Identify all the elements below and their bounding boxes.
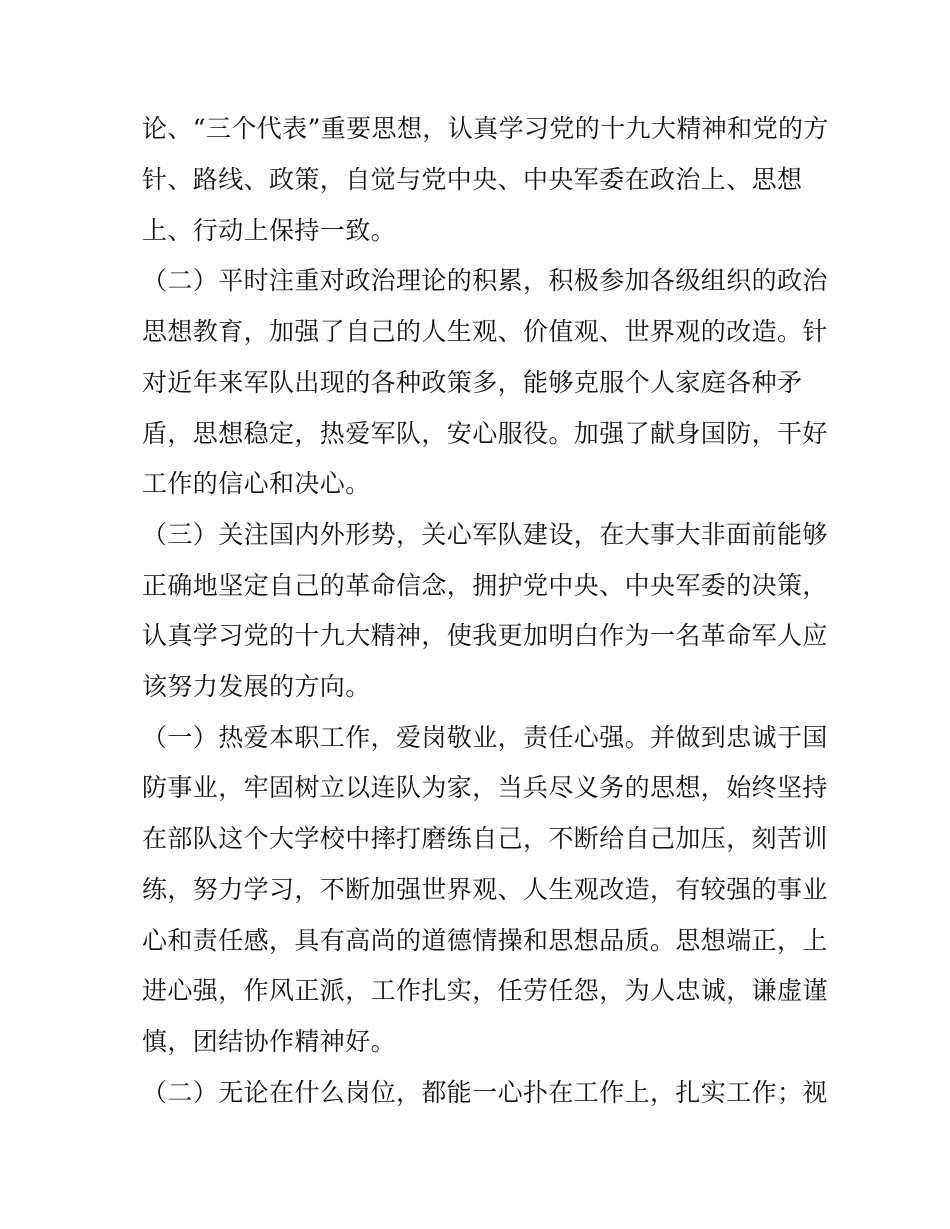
- text-line: 进心强，作风正派，工作扎实，任劳任怨，为人忠诚，谦虚谨: [142, 976, 828, 1005]
- text-line: 练，努力学习，不断加强世界观、人生观改造，有较强的事业: [142, 875, 828, 904]
- text-line: （三）关注国内外形势，关心军队建设，在大事大非面前能够: [142, 520, 828, 549]
- text-line: （二）无论在什么岗位，都能一心扑在工作上，扎实工作；视: [142, 1078, 828, 1107]
- text-line: 防事业，牢固树立以连队为家，当兵尽义务的思想，始终坚持: [142, 773, 828, 802]
- text-line: 对近年来军队出现的各种政策多，能够克服个人家庭各种矛: [142, 368, 803, 397]
- text-line: 思想教育，加强了自己的人生观、价值观、世界观的改造。针: [142, 317, 828, 346]
- text-line: 针、路线、政策，自觉与党中央、中央军委在政治上、思想: [142, 165, 803, 194]
- text-line: 心和责任感，具有高尚的道德情操和思想品质。思想端正，上: [142, 926, 828, 955]
- text-line: 认真学习党的十九大精神，使我更加明白作为一名革命军人应: [142, 621, 828, 650]
- text-line: 正确地坚定自己的革命信念，拥护党中央、中央军委的决策，: [142, 571, 828, 600]
- text-line: 论、“三个代表”重要思想，认真学习党的十九大精神和党的方: [142, 114, 829, 143]
- text-line: （二）平时注重对政治理论的积累，积极参加各级组织的政治: [142, 266, 828, 295]
- text-line: 慎，团结协作精神好。: [142, 1027, 397, 1056]
- text-line: 盾，思想稳定，热爱军队，安心服役。加强了献身国防，干好: [142, 419, 828, 448]
- text-line: 工作的信心和决心。: [142, 469, 371, 498]
- text-line: 上、行动上保持一致。: [142, 216, 397, 245]
- text-line: 该努力发展的方向。: [142, 672, 371, 701]
- text-line: 在部队这个大学校中摔打磨练自己，不断给自己加压，刻苦训: [142, 824, 828, 853]
- text-line: （一）热爱本职工作，爱岗敬业，责任心强。并做到忠诚于国: [142, 723, 828, 752]
